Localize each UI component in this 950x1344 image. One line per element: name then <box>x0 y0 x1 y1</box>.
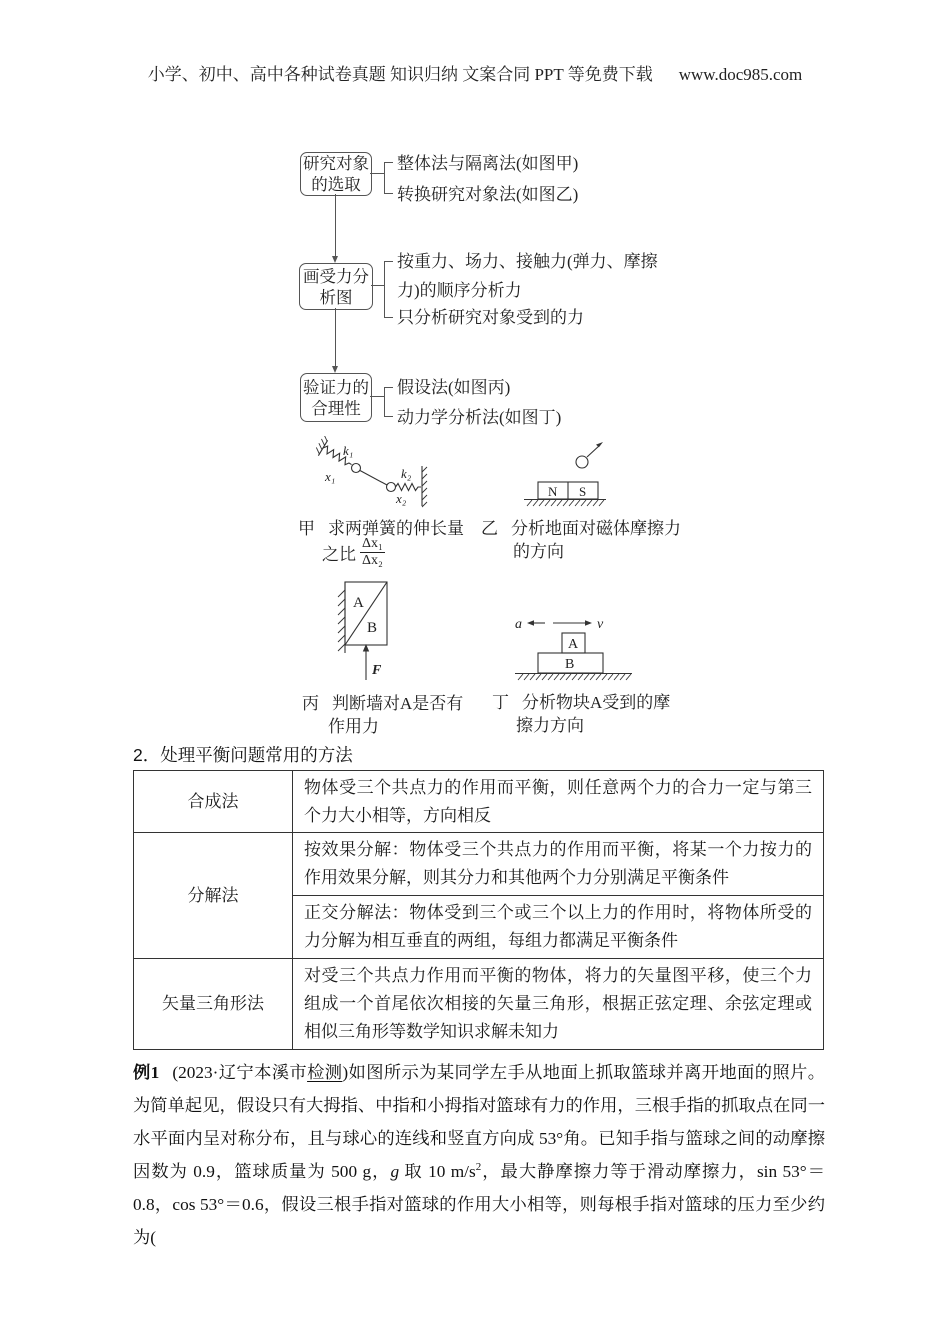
table-row <box>134 771 824 833</box>
label-x2: x₂ <box>396 491 407 506</box>
velocity-arrow-head <box>585 620 592 626</box>
label-block-b: B <box>565 657 575 672</box>
method-name-cell: 分解法 <box>134 833 293 959</box>
node-label-line: 画受力分 <box>303 266 369 286</box>
label-x1: x₁ <box>325 469 336 484</box>
label-force-f: F <box>372 663 382 678</box>
caption-text: 之比 <box>322 545 356 564</box>
bracket-line <box>384 387 385 417</box>
branch-text: 力)的顺序分析力 <box>397 281 522 300</box>
label-block-a: A <box>568 637 579 652</box>
superscript-2: 2 <box>475 1161 482 1174</box>
header-site-url: www.doc985.com <box>678 65 803 84</box>
flow-connector-line <box>335 194 336 256</box>
method-desc-cell: 物体受三个共点力的作用而平衡，则任意两个力的合力一定与第三个力大小相等，方向相反 <box>293 771 824 833</box>
figure-jia-springs-diagram <box>303 436 438 511</box>
figure-jia-tag: 甲 <box>298 519 315 538</box>
caption-text: 判断墙对A是否有 <box>332 694 464 713</box>
label-velocity-v: v <box>597 617 604 632</box>
example-label: 例1 <box>133 1063 160 1082</box>
example-body-1: 如图所示为某同学左手从地面上抓取篮球并离开地面的照片。为简单起见，假设只有大拇指、中指和小拇指对篮球有力的作用，三根手指的抓取点在同一水平面内呈对称分布，且与球心的连线和竖直方向成 53°角。已知手指与篮球之间的动摩擦因数为 0.9，篮球质量为 500 g， <box>133 1063 825 1181</box>
ball-2 <box>387 483 396 492</box>
figure-bing-wall-diagram <box>328 580 433 685</box>
label-north-pole: N <box>548 484 558 499</box>
method-name-cell: 合成法 <box>134 771 293 833</box>
method-name-cell: 矢量三角形法 <box>134 959 293 1050</box>
bracket-stub <box>370 173 384 174</box>
figure-bing-tag: 丙 <box>302 694 319 713</box>
example-1-paragraph <box>133 1056 825 1254</box>
branch-text: 动力学分析法(如图丁) <box>397 408 562 427</box>
section-2-heading: 2．处理平衡问题常用的方法 <box>133 745 353 765</box>
figure-ding-caption-line2: 擦力方向 <box>516 716 584 735</box>
figure-yi-tag: 乙 <box>481 519 498 538</box>
bracket-tick <box>384 317 393 318</box>
caption-text: 分析物块A受到的摩 <box>522 693 671 712</box>
table-row <box>134 959 824 1050</box>
flowchart-node-force-diagram <box>299 263 373 310</box>
ground-hatching <box>518 674 631 680</box>
method-desc-cell: 对受三个共点力作用而平衡的物体，将力的矢量图平移，使三个力组成一个首尾依次相接的矢量三角形，根据正弦定理、余弦定理或相似三角形等数学知识求解未知力 <box>293 959 824 1050</box>
figure-bing-caption-line2: 作用力 <box>328 717 379 736</box>
figure-yi-caption-line2: 的方向 <box>513 542 564 561</box>
bracket-line <box>384 261 385 318</box>
node-label-line: 研究对象 <box>303 154 369 173</box>
caption-text: 求两弹簧的伸长量 <box>328 519 464 538</box>
arrow-down-icon <box>332 366 338 373</box>
node-label-line: 合理性 <box>311 398 361 418</box>
bracket-tick <box>384 416 393 417</box>
flowchart-node-research-object <box>300 152 372 196</box>
figure-ding-blocks-diagram <box>505 608 650 683</box>
figure-ding-caption-line1 <box>492 688 670 713</box>
flowchart-node-verify-force <box>300 373 372 422</box>
node-label-line: 的选取 <box>311 175 361 194</box>
example-source-emphasis: 检测 <box>307 1063 343 1082</box>
pull-arrow-head <box>596 442 603 447</box>
method-desc-cell: 正交分解法：物体受到三个或三个以上力的作用时，将物体所受的力分解为相互垂直的两组，每组力都满足平衡条件 <box>293 896 824 959</box>
bracket-tick <box>384 162 393 163</box>
bracket-tick <box>384 193 393 194</box>
node-label-line: 析图 <box>319 287 353 307</box>
connecting-rod <box>360 471 387 486</box>
label-block-a: A <box>353 595 364 611</box>
fraction-denominator: Δx₂ <box>362 553 383 568</box>
branch-text: 假设法(如图丙) <box>397 378 511 397</box>
bracket-stub <box>370 396 384 397</box>
arrow-down-icon <box>332 256 338 263</box>
branch-text: 只分析研究对象受到的力 <box>397 308 584 327</box>
figure-jia-caption-line2 <box>322 536 385 569</box>
wall-hatching <box>338 590 345 651</box>
branch-text: 整体法与隔离法(如图甲) <box>397 154 579 173</box>
bracket-tick <box>384 261 393 262</box>
label-block-b: B <box>367 620 378 636</box>
figure-yi-caption-line1 <box>481 514 681 539</box>
ground-hatching <box>527 500 604 506</box>
diagonal-split <box>345 582 387 645</box>
label-accel-a: a <box>515 617 522 632</box>
figure-yi-magnet-diagram <box>510 436 660 511</box>
bracket-line <box>384 162 385 194</box>
header-promo-text: 小学、初中、高中各种试卷真题 知识归纳 文案合同 PPT 等免费下载 <box>147 65 653 84</box>
bracket-tick <box>384 387 393 388</box>
flow-connector-line <box>335 308 336 366</box>
label-k1: k₁ <box>343 443 354 458</box>
label-k2: k₂ <box>401 466 412 481</box>
branch-text: 转换研究对象法(如图乙) <box>397 185 579 204</box>
label-south-pole: S <box>579 484 587 499</box>
equilibrium-methods-table <box>133 770 824 1050</box>
figure-bing-caption-line1 <box>302 689 463 714</box>
spring-k2 <box>396 484 422 491</box>
example-source-open: (2023·辽宁本溪市 <box>172 1063 308 1082</box>
ball-1 <box>352 464 361 473</box>
example-body-3: ，最大静摩擦力等于滑动摩擦力，sin 53°＝0.8，cos 53°＝0.6，假设三根手指对篮球的作用大小相等，则每根手指对篮球的压力至少约为( <box>133 1162 825 1247</box>
example-body-2: 取 10 m/s <box>399 1162 476 1181</box>
branch-text: 按重力、场力、接触力(弹力、摩擦 <box>397 252 658 271</box>
example-source-close: ) <box>342 1063 349 1082</box>
gravity-symbol: g <box>390 1162 400 1181</box>
accel-arrow-head <box>527 620 534 626</box>
bracket-stub <box>371 285 384 286</box>
table-row <box>134 833 824 896</box>
delta-x-ratio-fraction <box>360 536 385 569</box>
right-wall-hatching <box>422 467 427 507</box>
figure-ding-tag: 丁 <box>492 693 509 712</box>
page-header <box>0 60 950 85</box>
pull-arrow-line <box>587 445 600 457</box>
hanging-ball <box>576 456 588 468</box>
caption-text: 分析地面对磁体摩擦力 <box>511 519 681 538</box>
method-desc-cell: 按效果分解：物体受三个共点力的作用而平衡，将某一个力按力的作用效果分解，则其分力和其他两个力分别满足平衡条件 <box>293 833 824 896</box>
fraction-numerator: Δx₁ <box>362 536 383 551</box>
node-label-line: 验证力的 <box>303 377 369 397</box>
